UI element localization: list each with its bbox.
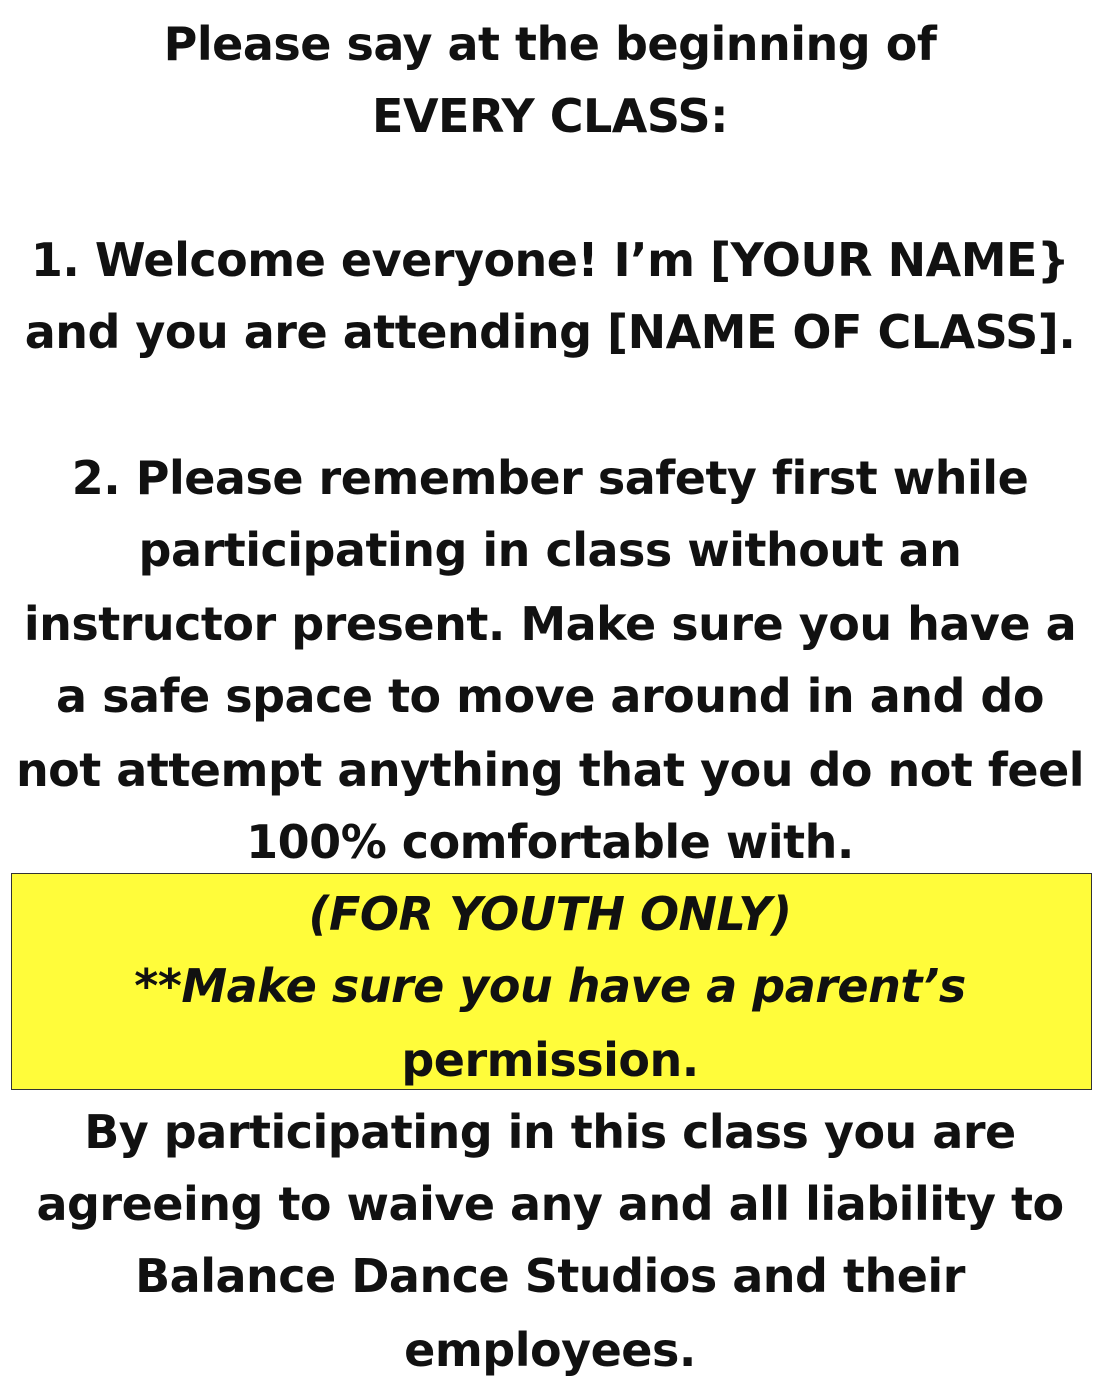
welcome-line-2: and you are attending [NAME OF CLASS]. — [24, 305, 1076, 359]
safety-line-3: instructor present. Make sure you have a — [23, 597, 1077, 651]
safety-line-6: 100% comfortable with. — [246, 815, 854, 869]
waiver-line-3: Balance Dance Studios and their — [135, 1249, 965, 1303]
header-line-2: EVERY CLASS: — [372, 89, 728, 143]
header-line-1: Please say at the beginning of — [163, 17, 937, 71]
waiver-line-4: employees. — [404, 1323, 696, 1377]
waiver-line-1: By participating in this class you are — [84, 1105, 1016, 1159]
parent-permission-line: **Make sure you have a parent’s — [134, 959, 966, 1013]
permission-word: permission. — [401, 1033, 699, 1087]
safety-line-2: participating in class without an — [138, 523, 962, 577]
waiver-line-2: agreeing to waive any and all liability to — [36, 1177, 1064, 1231]
safety-line-4: a safe space to move around in and do — [56, 669, 1044, 723]
safety-line-5: not attempt anything that you do not feel — [15, 743, 1085, 797]
youth-only-label: (FOR YOUTH ONLY) — [308, 887, 792, 941]
welcome-line-1: 1. Welcome everyone! I’m [YOUR NAME} — [30, 233, 1070, 287]
safety-line-1: 2. Please remember safety first while — [71, 451, 1029, 505]
